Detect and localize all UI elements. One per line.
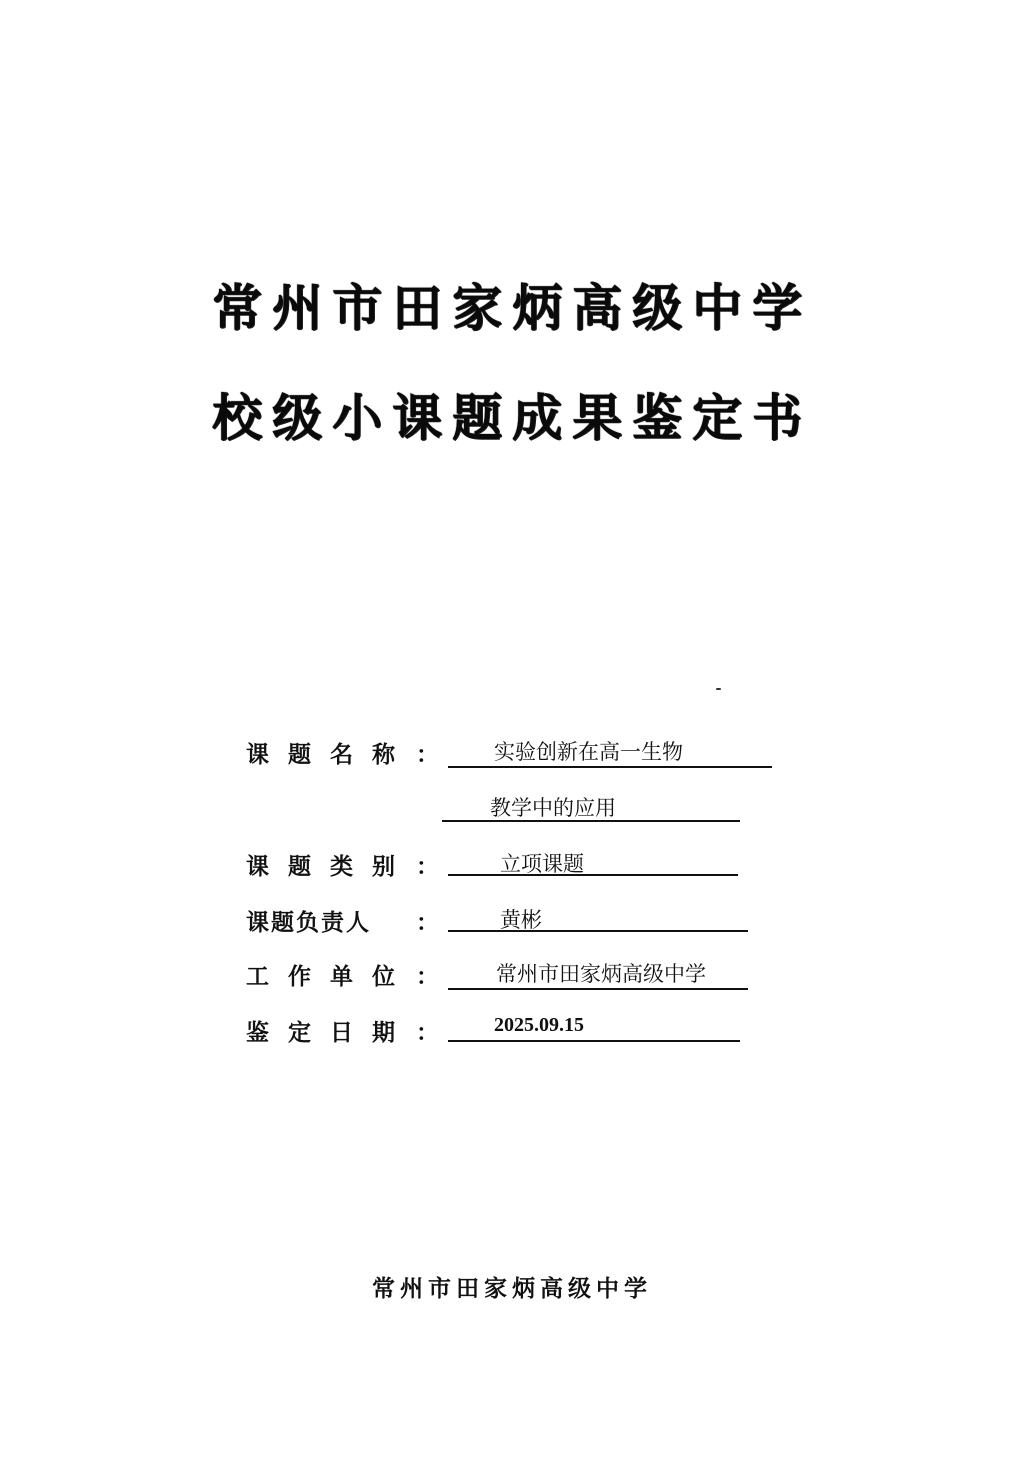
- field-value-name-line1: 实验创新在高一生物: [494, 740, 683, 764]
- field-row-leader: [246, 898, 766, 938]
- field-underline-name-1: [448, 766, 772, 768]
- field-colon-unit: ：: [416, 963, 439, 990]
- field-row-name-cont: [246, 786, 766, 826]
- field-label-unit: 工作单位: [246, 963, 414, 990]
- field-row-category: [246, 842, 766, 882]
- field-label-category: 课题类别: [246, 853, 414, 880]
- footer-organization: 常州市田家炳高级中学: [372, 1275, 652, 1302]
- field-underline-category: [448, 874, 738, 876]
- document-title-type: 校级小课题成果鉴定书: [212, 388, 812, 447]
- scan-speck: [716, 688, 721, 690]
- document-title-school: 常州市田家炳高级中学: [212, 278, 812, 337]
- field-row-unit: [246, 952, 766, 992]
- field-colon-date: ：: [416, 1019, 439, 1046]
- field-value-category: 立项课题: [500, 852, 584, 876]
- field-row-name: [246, 730, 766, 770]
- field-label-name: 课题名称: [246, 741, 414, 768]
- field-colon-leader: ：: [416, 909, 439, 936]
- field-underline-leader: [448, 930, 748, 932]
- field-colon-name: ：: [416, 741, 439, 768]
- field-label-date: 鉴定日期: [246, 1019, 414, 1046]
- field-underline-unit: [448, 988, 748, 990]
- field-colon-category: ：: [416, 853, 439, 880]
- field-value-leader: 黄彬: [500, 908, 542, 932]
- field-row-date: [246, 1008, 766, 1048]
- field-value-date: 2025.09.15: [494, 1014, 584, 1036]
- field-value-unit: 常州市田家炳高级中学: [496, 962, 706, 986]
- field-value-name-line2: 教学中的应用: [490, 796, 616, 820]
- field-underline-name-2: [442, 820, 740, 822]
- field-underline-date: [448, 1040, 740, 1042]
- field-label-leader: 课题负责人: [246, 909, 371, 936]
